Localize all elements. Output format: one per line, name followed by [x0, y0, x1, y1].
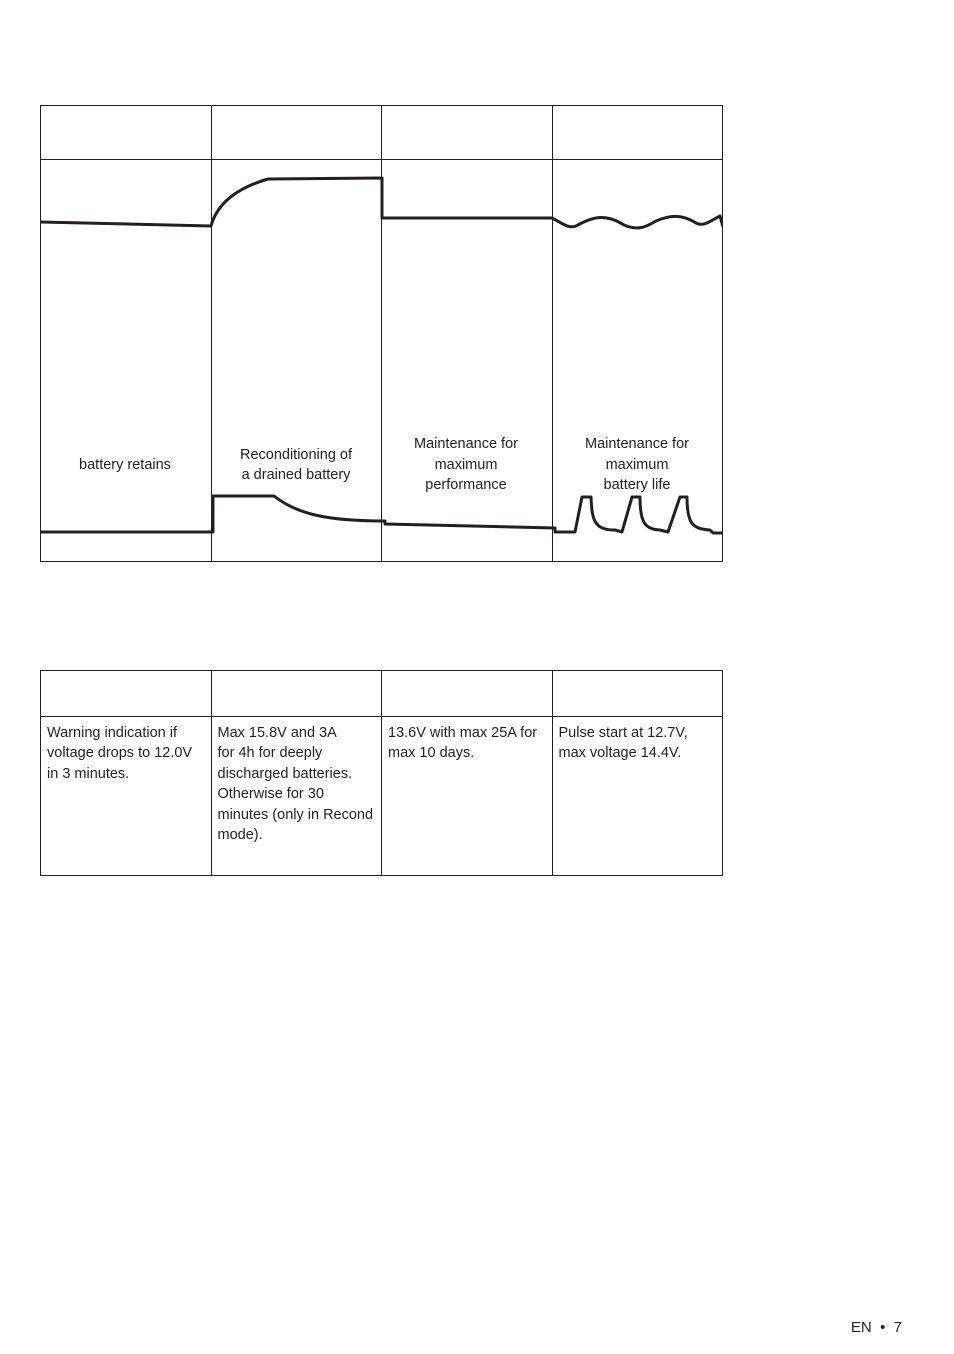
- header-cell: [382, 671, 553, 717]
- header-cell: [552, 671, 723, 717]
- column-label-battery-retains: battery retains: [79, 456, 171, 473]
- header-cell: [41, 671, 212, 717]
- spec-cell-battery-retains: Warning indication if voltage drops to 12.0V in 3 minutes.: [41, 717, 212, 876]
- spec-cell-reconditioning: Max 15.8V and 3A for 4h for deeply discharged batteries. Otherwise for 30 minutes (only in Recond mode).: [211, 717, 382, 876]
- column-label-reconditioning: Reconditioning of a drained battery: [239, 446, 353, 483]
- column-label-maintenance-performance: Maintenance for maximum performance: [414, 436, 518, 494]
- page-number: EN • 7: [850, 1319, 902, 1336]
- column-label-maintenance-battery-life: Maintenance for maximum battery life: [585, 436, 689, 494]
- spec-cell-maintenance-performance: 13.6V with max 25A for max 10 days.: [382, 717, 553, 876]
- spec-cell-maintenance-battery-life: Pulse start at 12.7V, max voltage 14.4V.: [552, 717, 723, 876]
- header-cell: [211, 671, 382, 717]
- specifications-table: [40, 670, 723, 876]
- specifications-header-row: [41, 671, 723, 717]
- charging-diagram-table: [40, 105, 723, 563]
- specifications-body-row: [41, 717, 723, 876]
